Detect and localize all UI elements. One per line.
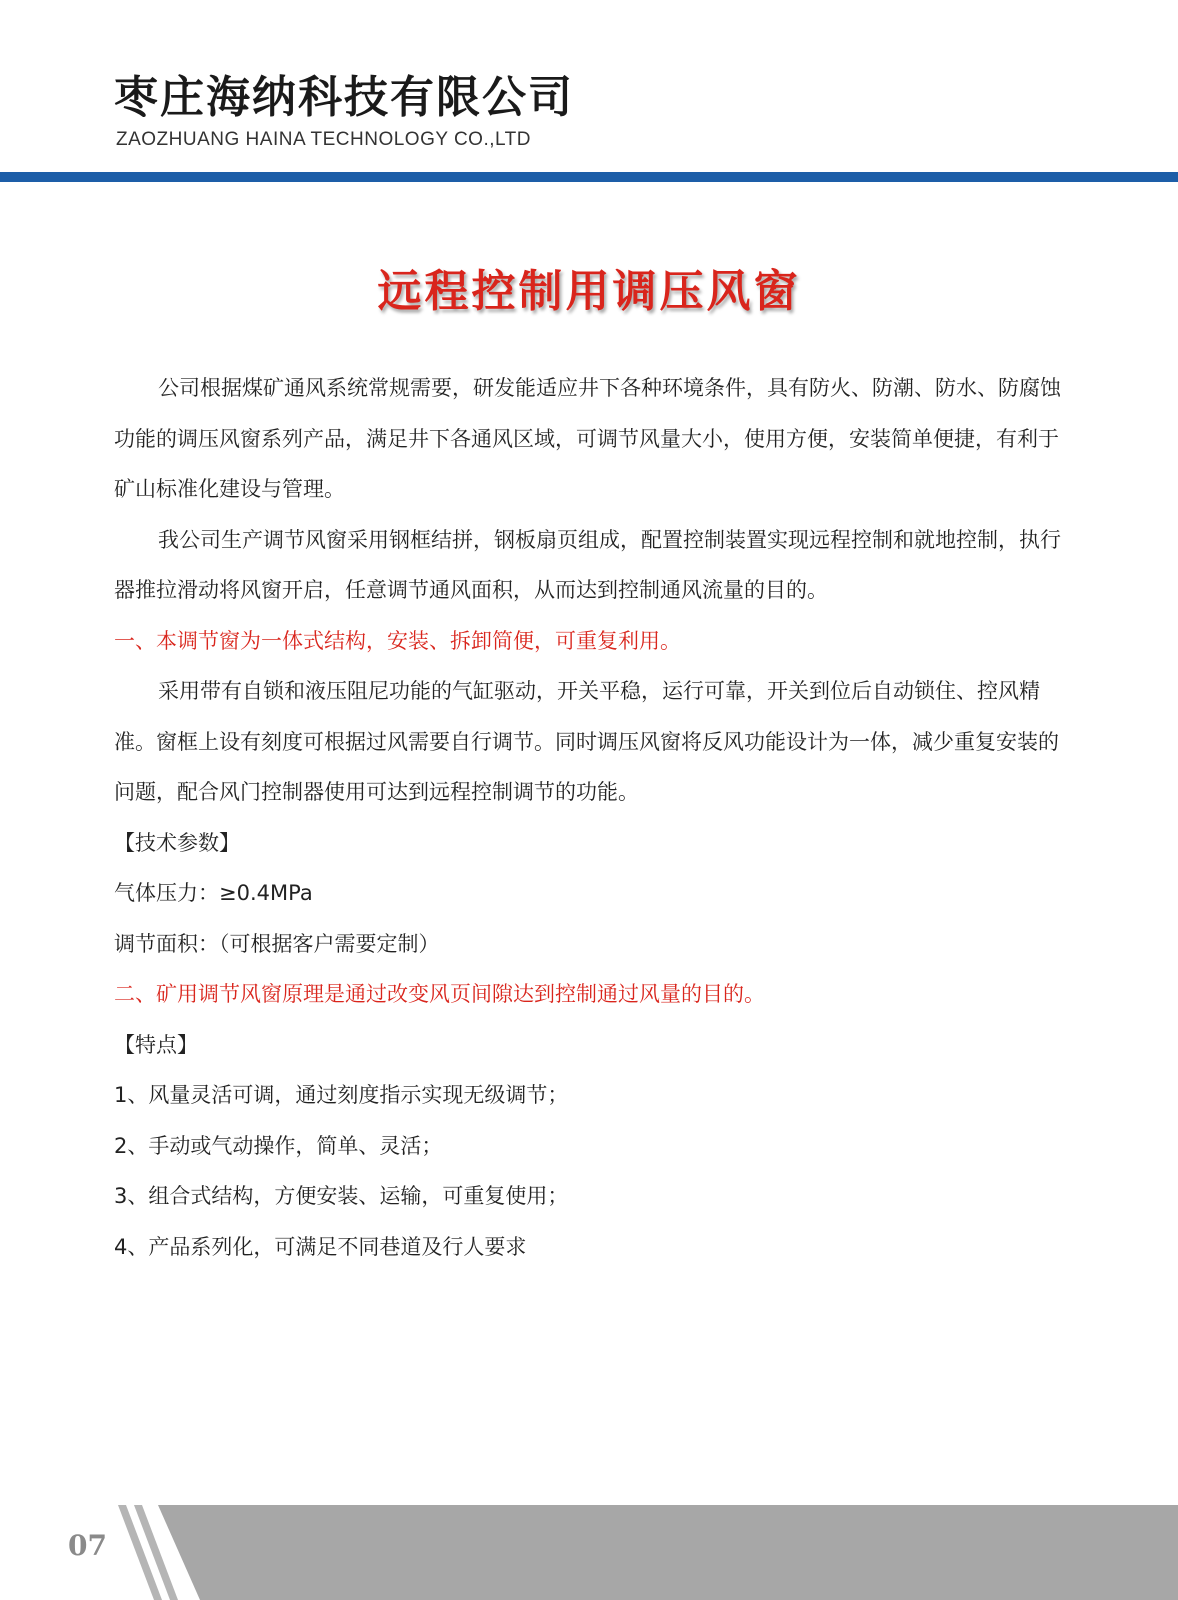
- company-name-english: ZAOZHUANG HAINA TECHNOLOGY CO.,LTD: [116, 129, 532, 150]
- header-divider: [0, 172, 1178, 182]
- company-name-chinese: 枣庄海纳科技有限公司: [114, 72, 574, 123]
- page-number: 07: [68, 1529, 107, 1562]
- intro-paragraph: 我公司生产调节风窗采用钢框结拼，钢板扇页组成，配置控制装置实现远程控制和就地控制，执行器推拉滑动将风窗开启，任意调节通风面积，从而达到控制通风流量的目的。: [114, 527, 1061, 602]
- section-heading: 二、矿用调节风窗原理是通过改变风页间隙达到控制通过风量的目的。: [114, 982, 765, 1006]
- section-paragraph: 采用带有自锁和液压阻尼功能的气缸驱动，开关平稳，运行可靠，开关到位后自动锁住、控风精准。窗框上设有刻度可根据过风需要自行调节。同时调压风窗将反风功能设计为一体，减少重复安装的问题，配合风门控制器使用可达到远程控制调节的功能。: [114, 679, 1059, 804]
- page-header: [0, 0, 1178, 185]
- section-heading: 一、本调节窗为一体式结构，安装、拆卸简便，可重复利用。: [114, 628, 681, 653]
- params-heading: 【技术参数】: [114, 830, 240, 855]
- footer-gray-band: [158, 1505, 1178, 1600]
- page-title: 远程控制用调压风窗: [377, 266, 801, 317]
- feature-item: 2、手动或气动操作，简单、灵活；: [114, 1133, 443, 1158]
- feature-item: 3、组合式结构，方便安装、运输，可重复使用；: [114, 1184, 569, 1208]
- param-item: 调节面积：（可根据客户需要定制）: [114, 931, 440, 956]
- footer-band: [0, 1505, 1178, 1600]
- intro-paragraph: 公司根据煤矿通风系统常规需要，研发能适应井下各种环境条件，具有防火、防潮、防水、防腐蚀功能的调压风窗系列产品，满足井下各通风区域，可调节风量大小，使用方便，安装简单便捷，有利于矿山标准化建设与管理。: [114, 376, 1061, 501]
- page-footer: [0, 1505, 1178, 1600]
- feature-item: 4、产品系列化，可满足不同巷道及行人要求: [114, 1234, 527, 1259]
- feature-item: 1、风量灵活可调，通过刻度指示实现无级调节；: [114, 1083, 569, 1107]
- features-heading: 【特点】: [114, 1032, 198, 1057]
- param-item: 气体压力：≥0.4MPa: [114, 881, 313, 905]
- document-body: [114, 363, 1068, 1272]
